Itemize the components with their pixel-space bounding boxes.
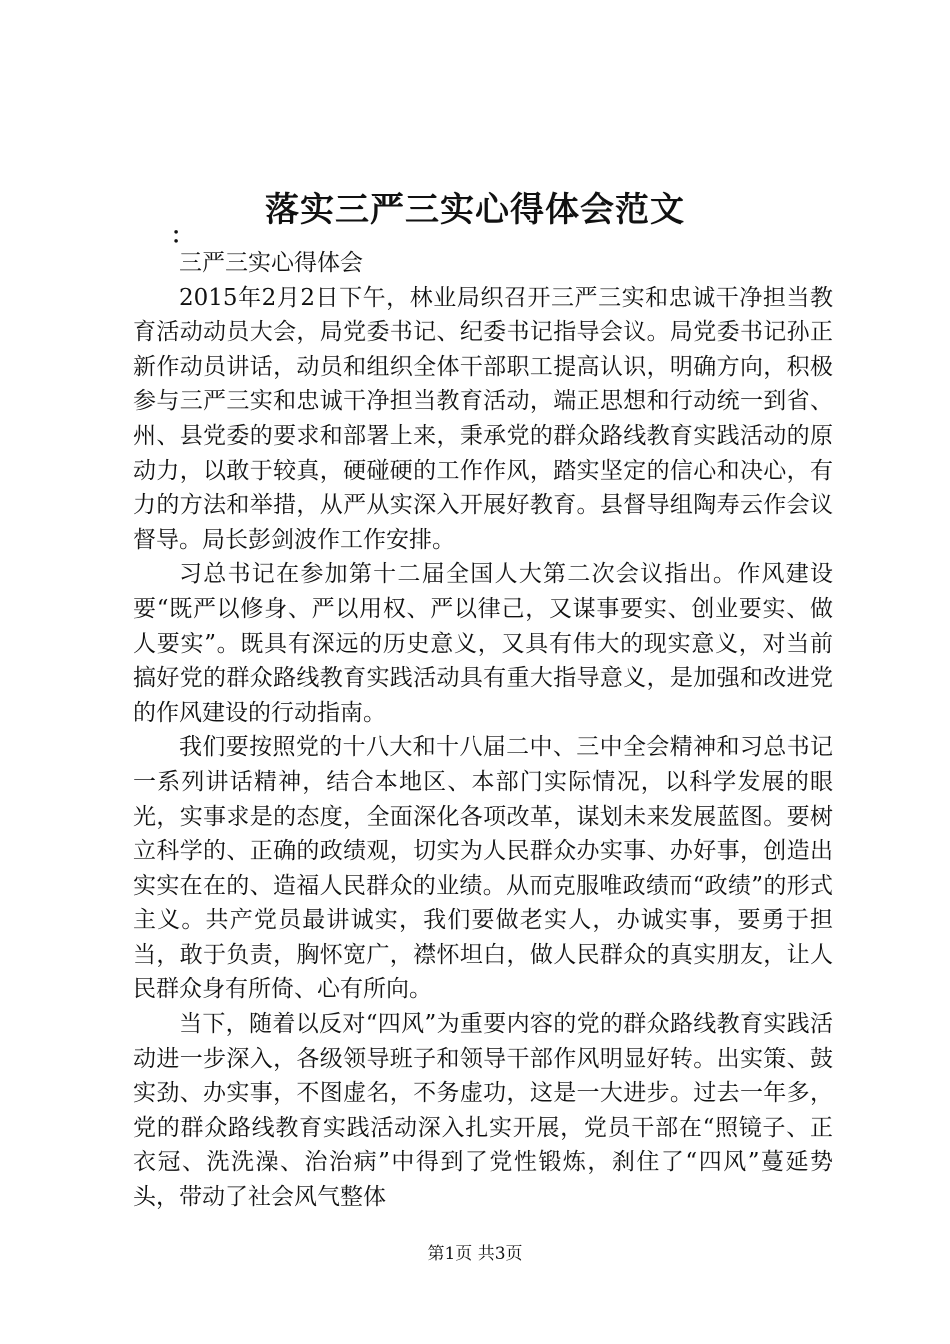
- paragraph: 当下，随着以反对“四风”为重要内容的党的群众路线教育实践活动进一步深入，各级领导班子和领导干部作风明显好转。出实策、鼓实劲、办实事，不图虚名，不务虚功，这是一大进步。过去一年多，党的群众路线教育实践活动深入扎实开展，党员干部在“照镜子、正衣冠、洗洗澡、治治病”中得到了党性锻炼，刹住了“四风”蔓延势头，带动了社会风气整体: [133, 1011, 833, 1211]
- page-footer: 第1页 共3页: [427, 1244, 523, 1264]
- paragraph: 我们要按照党的十八大和十八届二中、三中全会精神和习总书记一系列讲话精神，结合本地区、本部门实际情况，以科学发展的眼光，实事求是的态度，全面深化各项改革，谋划未来发展蓝图。要树立科学的、正确的政绩观，切实为人民群众办实事、办好事，创造出实实在在的、造福人民群众的业绩。从而克服唯政绩而“政绩”的形式主义。共产党员最讲诚实，我们要做老实人，办诚实事，要勇于担当，敢于负责，胸怀宽广，襟怀坦白，做人民群众的真实朋友，让人民群众身有所倚、心有所向。: [133, 734, 833, 1003]
- document-body: [133, 246, 833, 1215]
- paragraph-subtitle: 三严三实心得体会: [179, 250, 363, 276]
- paragraph: 2015年2月2日下午，林业局织召开三严三实和忠诚干净担当教育活动动员大会，局党委书记、纪委书记指导会议。局党委书记孙正新作动员讲话，动员和组织全体干部职工提高认识，明确方向，积极参与三严三实和忠诚干净担当教育活动，端正思想和行动统一到省、州、县党委的要求和部署上来，秉承党的群众路线教育实践活动的原动力，以敢于较真，硬碰硬的工作作风，踏实坚定的信心和决心，有力的方法和举措，从严从实深入开展好教育。县督导组陶寿云作会议督导。局长彭剑波作工作安排。: [133, 284, 833, 553]
- lead-mark: ：: [171, 223, 194, 249]
- document-title: 落实三严三实心得体会范文: [265, 190, 685, 230]
- paragraph: 习总书记在参加第十二届全国人大第二次会议指出。作风建设要“既严以修身、严以用权、严以律己，又谋事要实、创业要实、做人要实”。既具有深远的历史意义，又具有伟大的现实意义，对当前搞好党的群众路线教育实践活动具有重大指导意义，是加强和改进党的作风建设的行动指南。: [133, 561, 833, 726]
